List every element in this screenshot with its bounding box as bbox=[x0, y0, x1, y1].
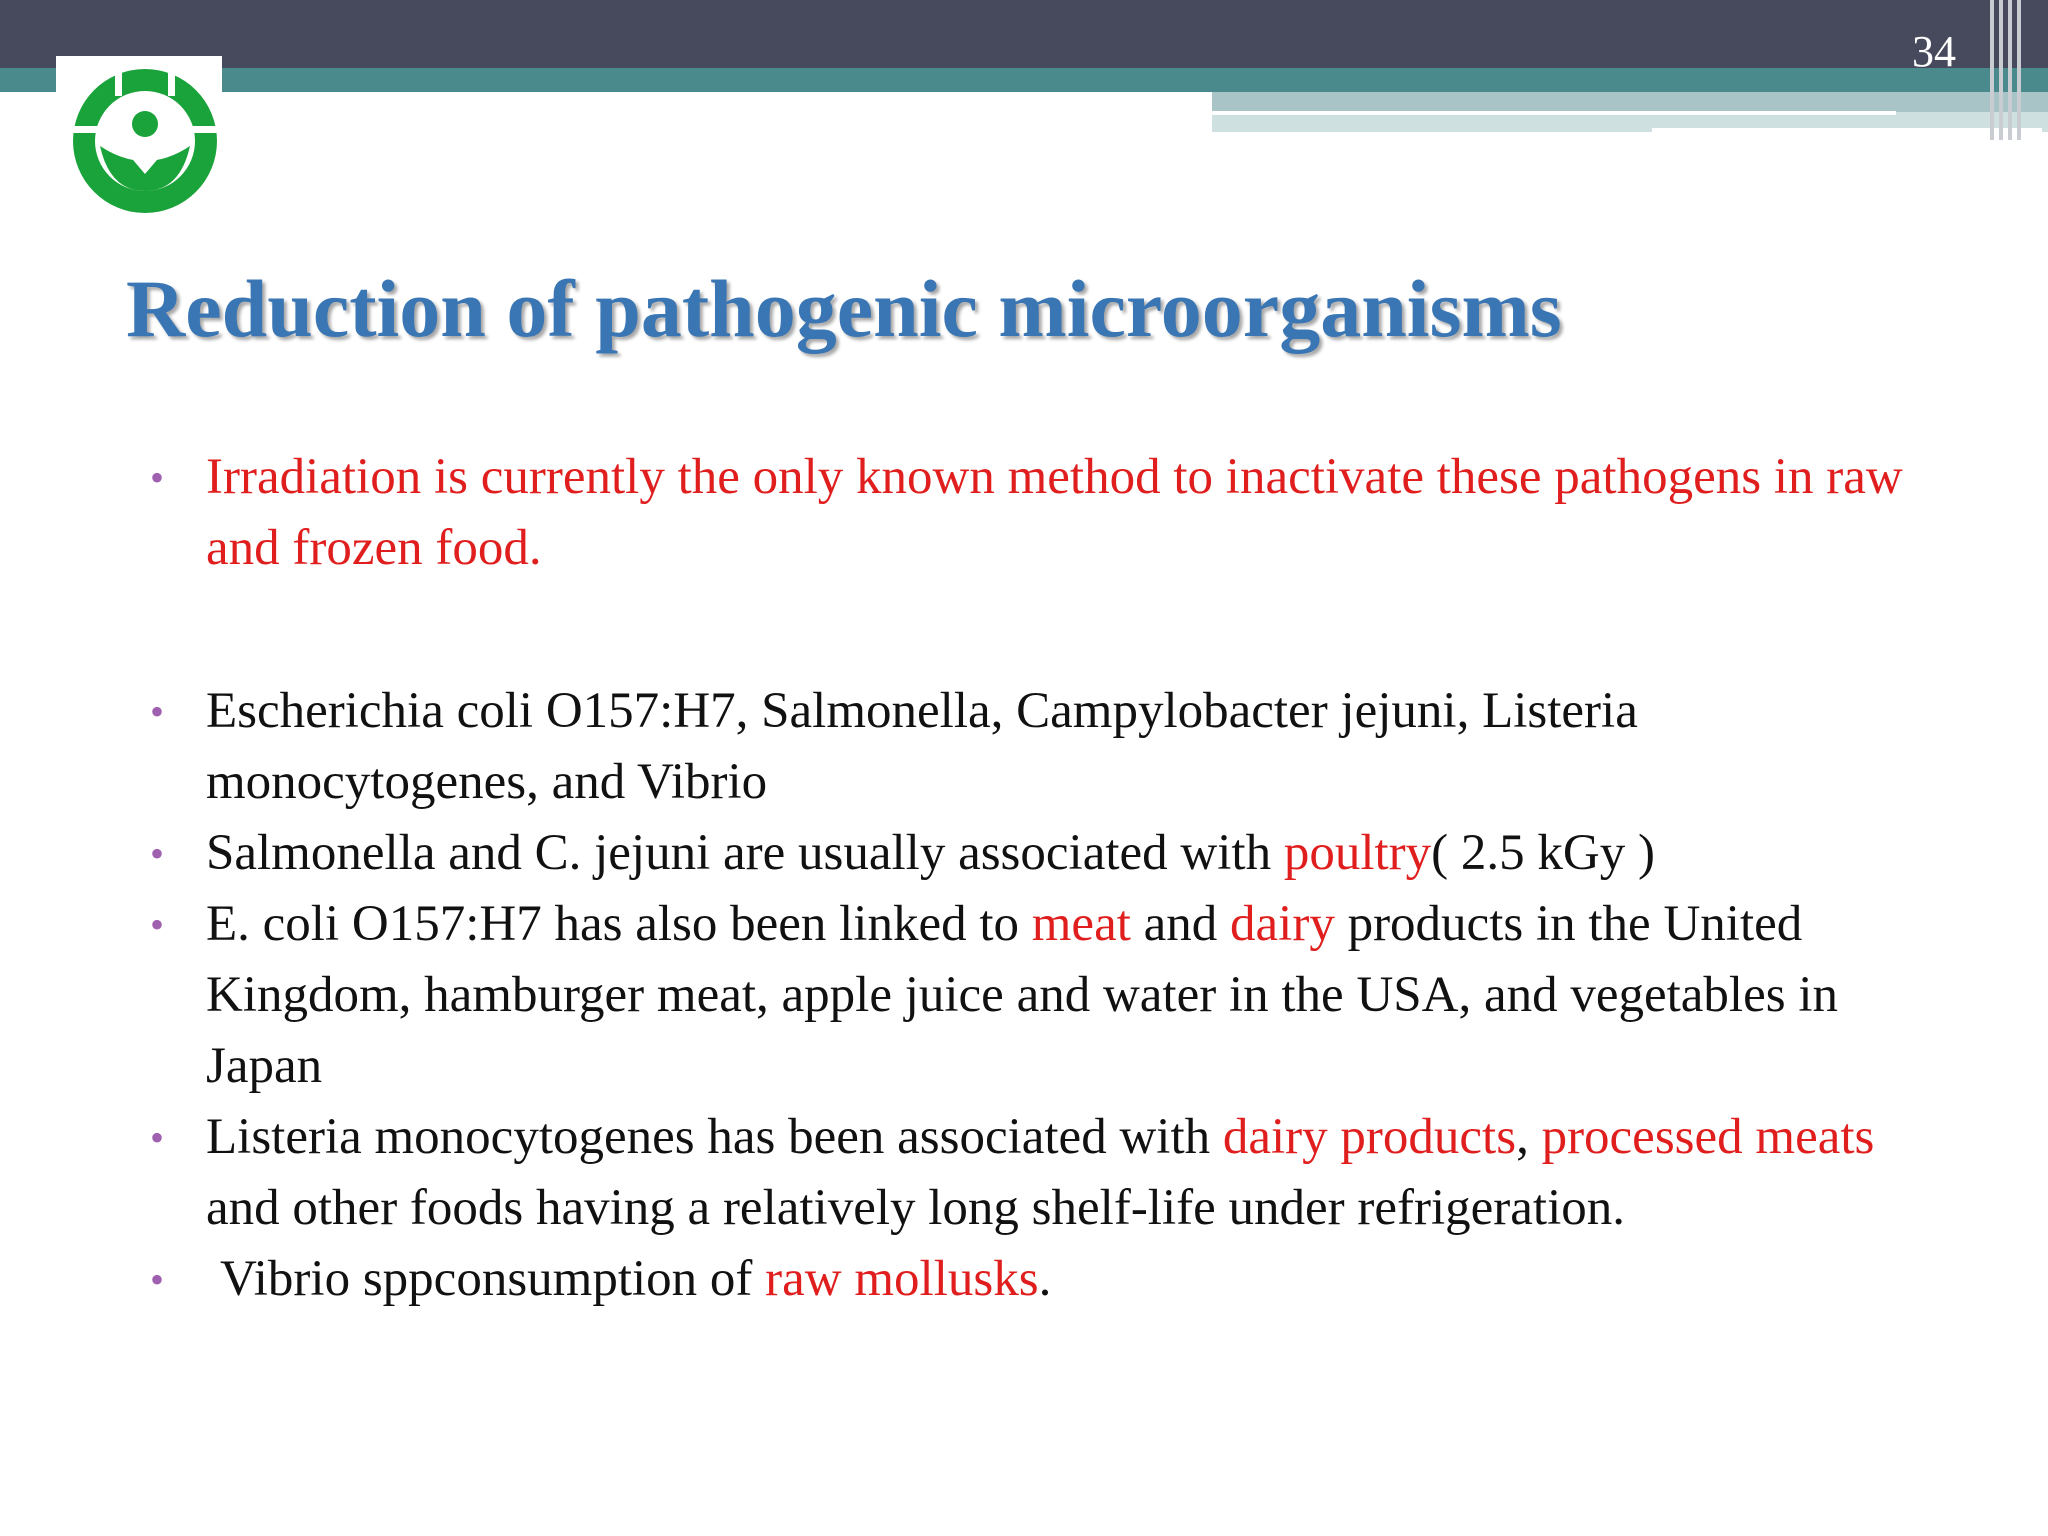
bullet-text-segment: products in the United Kingdom, hamburger meat, apple juice and water in the USA, and vegetables in Japan bbox=[206, 896, 1838, 1094]
page-number: 34 bbox=[1912, 27, 1956, 76]
header-edge-bars bbox=[1990, 0, 2048, 140]
bullet-dot-icon: • bbox=[150, 831, 165, 876]
radura-logo-icon bbox=[70, 66, 220, 216]
bullet-dot-icon: • bbox=[150, 1115, 165, 1160]
bullet-text-segment: and bbox=[1130, 896, 1231, 952]
header-teal-band bbox=[0, 68, 2048, 92]
highlighted-text: poultry bbox=[1283, 825, 1432, 881]
highlighted-text: dairy products bbox=[1222, 1109, 1517, 1165]
bullet-text-segment: ( 2.5 kGy ) bbox=[1431, 825, 1655, 881]
highlighted-text: raw mollusks bbox=[765, 1251, 1039, 1307]
header-divider-line bbox=[1212, 111, 1896, 115]
bullet-list bbox=[150, 442, 1950, 1315]
bullet-text bbox=[206, 449, 1903, 576]
bullet-item bbox=[150, 676, 1950, 818]
highlighted-text: meat bbox=[1031, 896, 1131, 952]
bullet-dot-icon: • bbox=[150, 902, 165, 947]
bullet-text-segment: Escherichia coli O157:H7, Salmonella, Campylobacter jejuni, Listeria monocytogenes, and Vibrio bbox=[206, 683, 1638, 810]
bullet-dot-icon: • bbox=[150, 1257, 165, 1302]
bullet-text bbox=[206, 683, 1638, 810]
bullet-dot-icon: • bbox=[150, 455, 165, 500]
bullet-item bbox=[150, 442, 1950, 584]
bullet-dot-icon: • bbox=[150, 689, 165, 734]
header-light-strip bbox=[1212, 92, 2048, 112]
highlighted-text: dairy bbox=[1230, 896, 1335, 952]
highlighted-text: Irradiation is currently the only known method to inactivate these pathogens in raw and frozen food. bbox=[206, 449, 1903, 576]
bullet-text-segment: Listeria monocytogenes has been associated with bbox=[206, 1109, 1223, 1165]
header-divider-line-short bbox=[1652, 128, 2042, 132]
header-dark-band bbox=[0, 0, 2048, 72]
slide-title: Reduction of pathogenic microorganisms bbox=[126, 263, 1562, 354]
highlighted-text: processed meats bbox=[1541, 1109, 1875, 1165]
bullet-item bbox=[150, 1244, 1950, 1315]
bullet-text-segment: Vibrio sppconsumption of bbox=[220, 1251, 766, 1307]
bullet-item bbox=[150, 889, 1950, 1102]
bullet-text bbox=[206, 825, 1655, 881]
bullet-text-segment: Salmonella and C. jejuni are usually associated with bbox=[206, 825, 1284, 881]
bullet-text bbox=[206, 1109, 1874, 1236]
bullet-text bbox=[206, 1251, 1051, 1307]
bullet-text-segment: and other foods having a relatively long shelf-life under refrigeration. bbox=[206, 1180, 1625, 1236]
bullet-item bbox=[150, 1102, 1950, 1244]
bullet-item bbox=[150, 818, 1950, 889]
bullet-text-segment: , bbox=[1516, 1109, 1542, 1165]
bullet-text-segment: E. coli O157:H7 has also been linked to bbox=[206, 896, 1032, 952]
bullet-text bbox=[206, 896, 1838, 1094]
bullet-text-segment: . bbox=[1038, 1251, 1052, 1307]
